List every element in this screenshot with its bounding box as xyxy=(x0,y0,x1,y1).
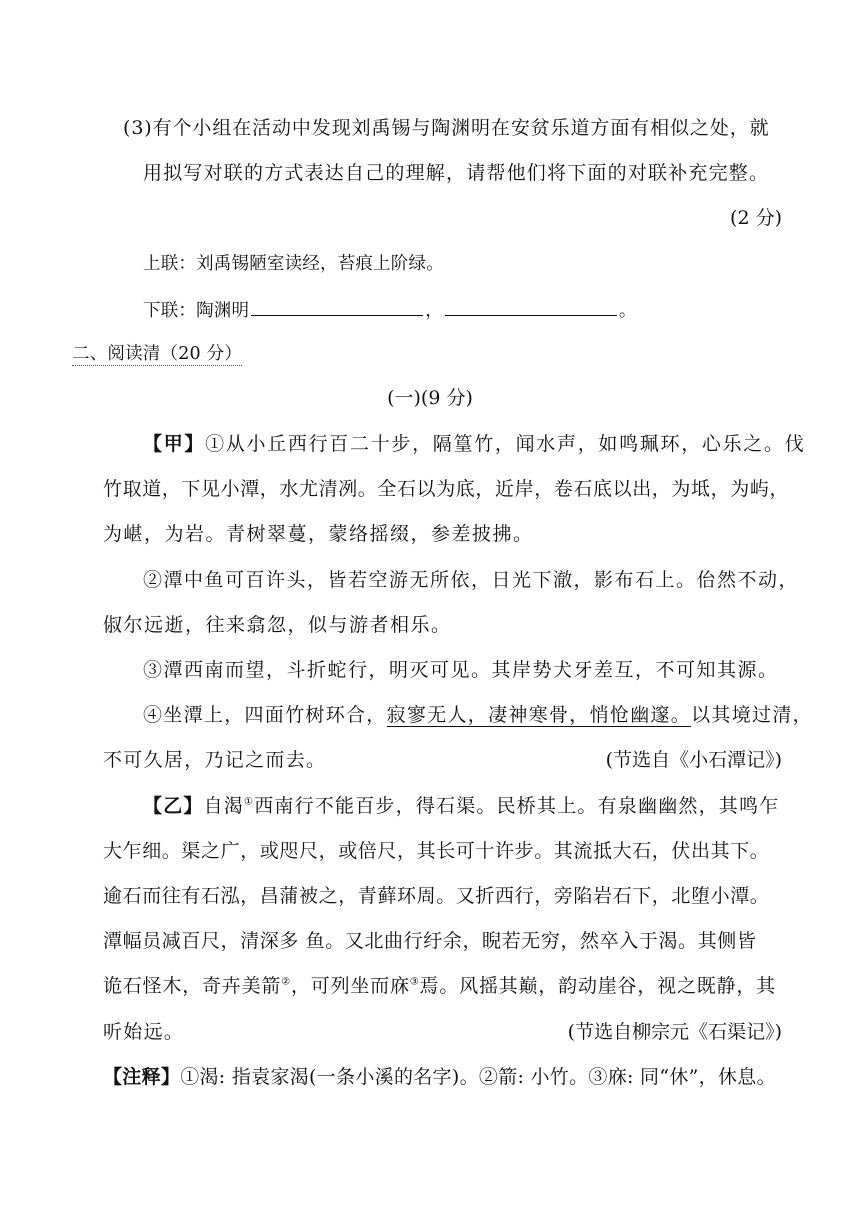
jia-p4-text-b: 以其境过清， xyxy=(691,704,813,726)
jia-p4-line-1 xyxy=(143,701,813,729)
jia-p4-line-2: 不可久居，乃记之而去。 xyxy=(103,749,327,771)
section-heading xyxy=(72,340,242,368)
jia-p4-text-a: ④坐潭上，四面竹树环合， xyxy=(143,704,387,726)
yi-line-5-b: ，可列坐而庥 xyxy=(290,975,410,997)
yi-line-6: 听始远。 xyxy=(103,1021,185,1043)
yi-note-ref-1: ① xyxy=(244,796,255,808)
jia-p3-line-1: ③潭西南而望，斗折蛇行，明灭可见。其岸势犬牙差互，不可知其源。 xyxy=(143,659,779,681)
jia-p1-line-2: 竹取道，下见小潭，水尤清冽。全石以为底，近岸，卷石底以出，为坻，为屿， xyxy=(103,478,790,500)
yi-line-2: 大乍细。渠之广，或咫尺，或倍尺，其长可十许步。其流抵大石，伏出其下。 xyxy=(103,840,770,862)
jia-tag: 【甲】 xyxy=(143,433,206,455)
jia-p1-line-3: 为嵁，为岩。青树翠蔓，蒙络摇缀，参差披拂。 xyxy=(103,523,534,545)
yi-line-4: 潭幅员减百尺，清深多 鱼。又北曲行纡余，睨若无穷，然卒入于渴。其侧皆 xyxy=(103,930,757,952)
jia-source: (节选自《小石潭记》) xyxy=(605,749,782,771)
notes-tag: 【注释】 xyxy=(103,1066,181,1088)
couplet-lower-prefix: 下联：陶渊明 xyxy=(143,301,250,321)
couplet-lower xyxy=(143,295,637,325)
yi-note-ref-2: ② xyxy=(281,976,291,988)
yi-line-5 xyxy=(103,972,776,1000)
couplet-blank-1[interactable] xyxy=(251,295,423,316)
jia-p1-line-1 xyxy=(143,430,805,458)
part-one-title: (一)(9 分) xyxy=(387,387,473,409)
q3-line-2: 用拟写对联的方式表达自己的理解，请帮他们将下面的对联补充完整。 xyxy=(143,162,770,184)
yi-line-3: 逾石而往有石泓，昌蒲被之，青藓环周。又折西行，旁陷岩石下，北堕小潭。 xyxy=(103,885,770,907)
couplet-upper: 上联：刘禹锡陋室读经，苔痕上阶绿。 xyxy=(143,254,444,274)
notes-text: ①渴: 指袁家渴(一条小溪的名字)。②箭: 小竹。③庥: 同“休”，休息。 xyxy=(180,1066,776,1088)
yi-note-ref-3: ③ xyxy=(409,976,420,988)
q3-line-1: (3)有个小组在活动中发现刘禹锡与陶渊明在安贫乐道方面有相似之处，就 xyxy=(123,117,770,139)
jia-p2-line-1: ②潭中鱼可百许头，皆若空游无所依，日光下澈，影布石上。佁然不动， xyxy=(143,569,800,591)
jia-p4-underlined-text: 寂寥无人，凄神寒骨，悄怆幽邃。 xyxy=(386,704,692,726)
yi-line-5-a: 诡石怪木，奇卉美箭 xyxy=(103,975,282,997)
yi-line-1 xyxy=(143,792,779,820)
yi-line-1-b: 西南行不能百步，得石渠。民桥其上。有泉幽幽然，其鸣乍 xyxy=(254,795,780,817)
couplet-lower-comma: ， xyxy=(425,301,443,321)
jia-p1-line-1-text: ①从小丘西行百二十步，隔篁竹，闻水声，如鸣珮环，心乐之。伐 xyxy=(205,433,806,455)
yi-line-1-a: 自渴 xyxy=(203,795,245,817)
couplet-blank-2[interactable] xyxy=(445,295,617,316)
notes xyxy=(103,1063,776,1091)
yi-source: (节选自柳宗元《石渠记》) xyxy=(567,1021,782,1043)
yi-tag: 【乙】 xyxy=(143,795,204,817)
section-heading-text: 二、阅读清（20 分） xyxy=(72,344,243,364)
jia-p2-line-2: 俶尔远逝，往来翕忽，似与游者相乐。 xyxy=(103,614,452,636)
yi-line-5-c: 焉。风摇其巅，韵动崖谷，视之既静，其 xyxy=(419,975,776,997)
q3-score: (2 分) xyxy=(730,207,782,229)
couplet-lower-end: 。 xyxy=(618,301,637,321)
